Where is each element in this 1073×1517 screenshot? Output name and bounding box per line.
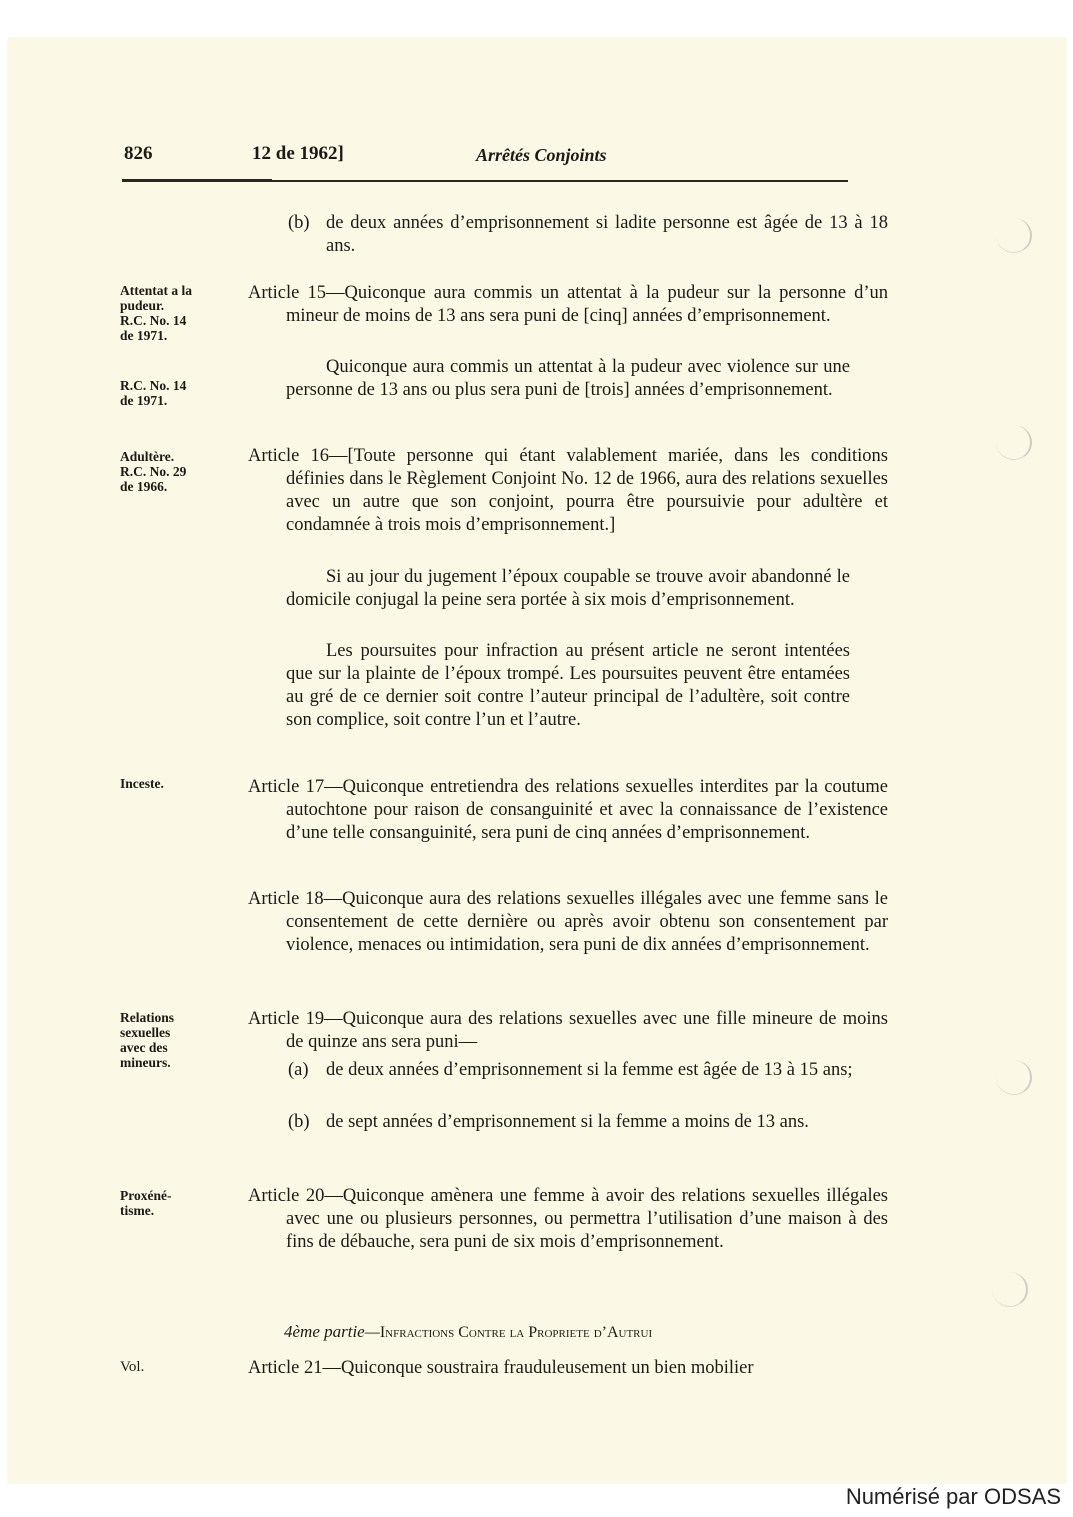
part-heading [284,1322,850,1342]
article-20: Article 20—Quiconque amènera une femme à avoir des relations sexuelles illégales avec une ou plusieurs personnes, ou permettra l’utilisation d’une maison à des fins de débauche, sera puni de six mois d’emprisonnement. [248,1186,888,1252]
item-label: (a) [288,1060,309,1080]
article-19-item-b [288,1111,888,1134]
margin-note-rc14: R.C. No. 14 de 1971. [120,378,187,408]
margin-note-attentat: Attentat a la pudeur. R.C. No. 14 de 1971. [120,283,192,343]
item-text: de sept années d’emprisonnement si la femme a moins de 13 ans. [326,1112,809,1132]
punch-hole-1 [996,218,1032,253]
item-text: de deux années d’emprisonnement si ladite personne est âgée de 13 à 18 ans. [326,213,888,256]
header-rule-accent [122,179,272,182]
article-16-paragraph-3: Les poursuites pour infraction au présent article ne seront intentées que sur la plainte de l’époux trompé. Les poursuites peuvent être entamées au gré de ce dernier soit contre l’auteur principal de l’adultère, soit contre son complice, soit contre l’un et l’autre. [286,641,850,730]
header-title: Arrêtés Conjoints [476,145,607,165]
item-text: de deux années d’emprisonnement si la femme est âgée de 13 à 15 ans; [326,1060,853,1080]
article-16-paragraph-2: Si au jour du jugement l’époux coupable se trouve avoir abandonné le domicile conjugal la peine sera portée à six mois d’emprisonnement. [286,567,850,610]
item-label: (b) [288,213,310,233]
part-heading-title: Infractions Contre la Propriete d’Autrui [379,1324,653,1341]
article-18: Article 18—Quiconque aura des relations sexuelles illégales avec une femme sans le consentement de cette dernière ou après avoir obtenu son consentement par violence, menaces ou intimidation, sera puni de dix années d’emprisonnement. [248,889,888,955]
digitized-by-watermark: Numérisé par ODSAS [845,1484,1061,1509]
punch-hole-2 [996,425,1032,460]
header-reference: 12 de 1962] [252,143,344,164]
margin-note-proxenetisme: Proxéné- tisme. [120,1188,172,1218]
article-15: Article 15—Quiconque aura commis un attentat à la pudeur sur la personne d’un mineur de moins de 13 ans sera puni de [cinq] années d’emprisonnement. [248,283,888,326]
item-b-continuation [288,212,888,258]
margin-note-vol: Vol. [120,1359,145,1375]
article-17: Article 17—Quiconque entretiendra des relations sexuelles interdites par la coutume autochtone pour raison de consanguinité et avec la connaissance de l’existence d’une telle consanguinité, sera puni de cinq années d’emprisonnement. [248,777,888,843]
part-heading-prefix: 4ème partie— [284,1322,380,1341]
punch-hole-3 [996,1060,1032,1095]
page-number: 826 [124,143,153,164]
article-19-item-a [288,1059,888,1082]
article-19: Article 19—Quiconque aura des relations sexuelles avec une fille mineure de moins de quinze ans sera puni— [248,1009,888,1052]
margin-note-adultere: Adultère. R.C. No. 29 de 1966. [120,449,187,494]
article-15-paragraph-2: Quiconque aura commis un attentat à la pudeur avec violence sur une personne de 13 ans ou plus sera puni de [trois] années d’emprisonnement. [286,357,850,400]
item-label: (b) [288,1112,310,1132]
punch-hole-4 [992,1272,1028,1307]
article-16: Article 16—[Toute personne qui étant valablement mariée, dans les conditions définies dans le Règlement Conjoint No. 12 de 1966, aura des relations sexuelles avec un autre que son conjoint, pourra être poursuivie pour adultère et condamnée à trois mois d’emprisonnement.] [248,446,888,535]
margin-note-inceste: Inceste. [120,776,164,791]
article-21: Article 21—Quiconque soustraira frauduleusement un bien mobilier [248,1358,754,1378]
margin-note-relations: Relations sexuelles avec des mineurs. [120,1010,174,1070]
